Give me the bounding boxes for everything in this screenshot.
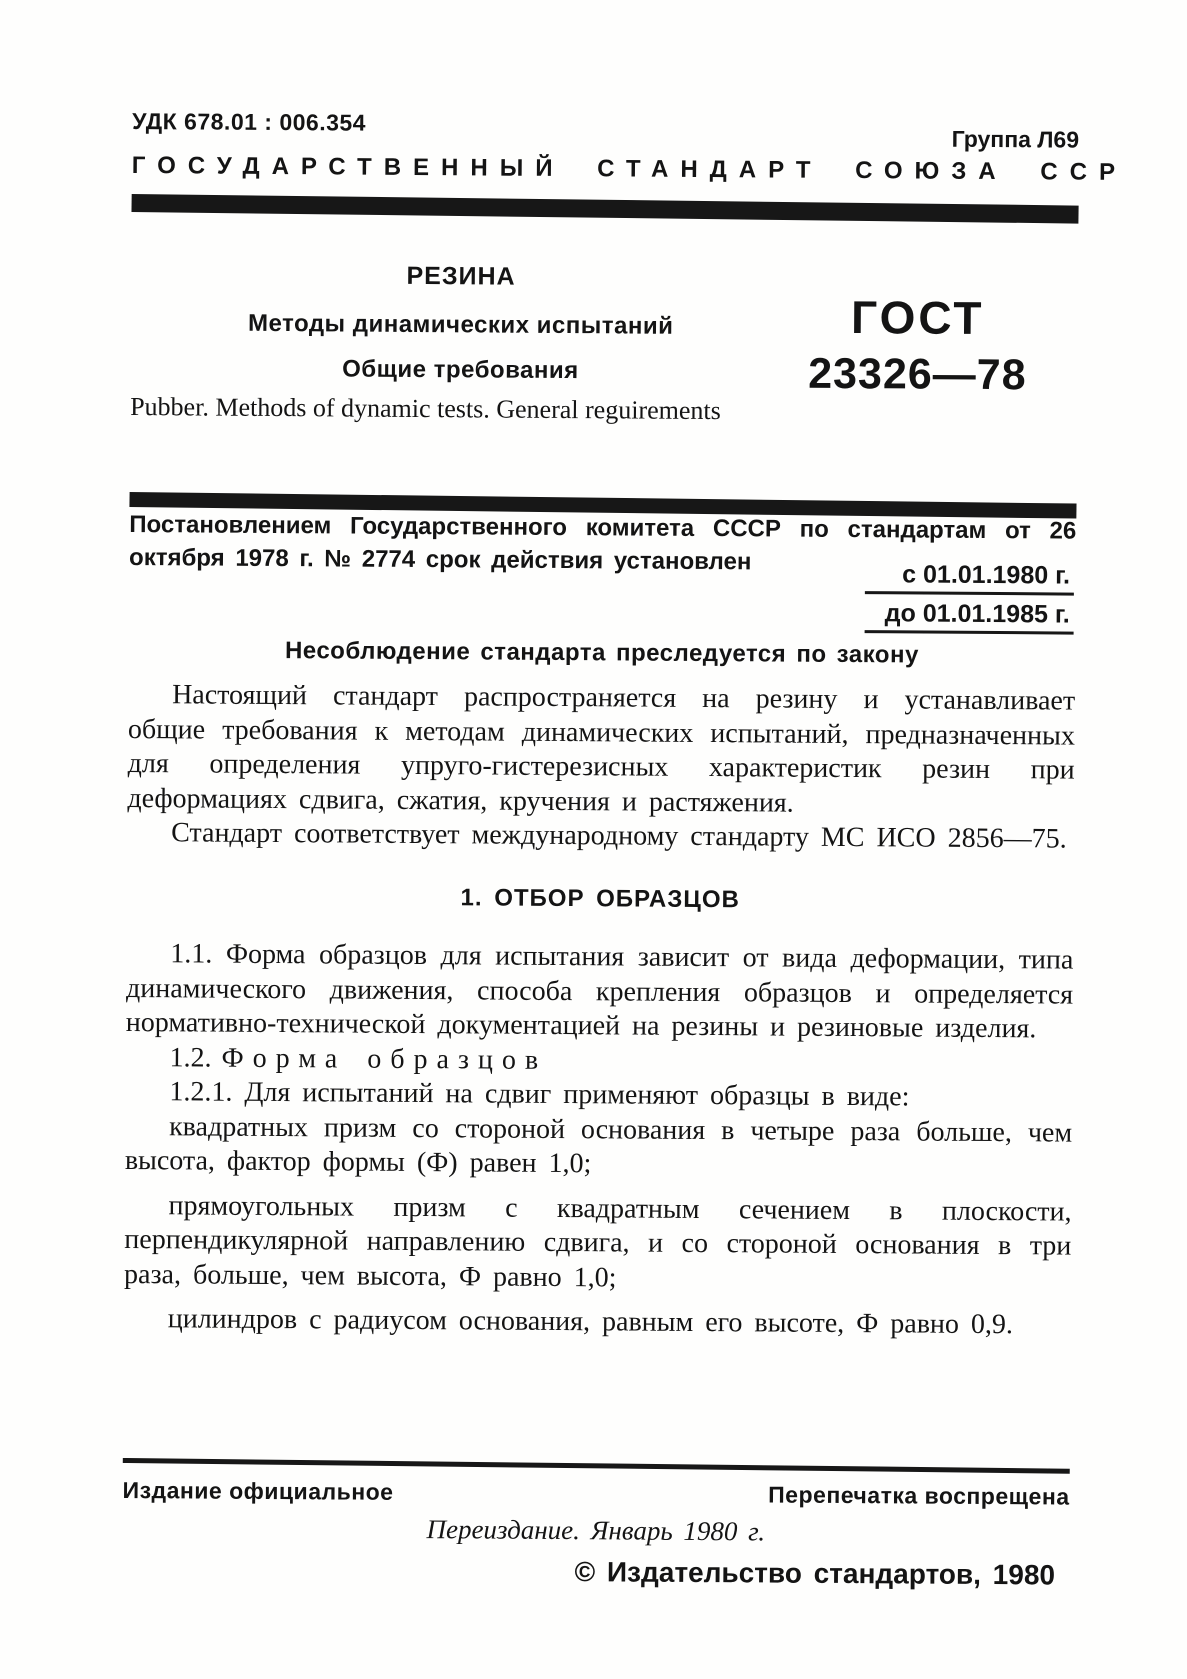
list-item-rect-prisms: прямоугольных призм с квадратным сечением в плоскости, перпендикулярной направлению сдвига, и со стороной основания в три раза, больше, чем высота, Ф равно 1,0; (123, 1189, 1072, 1293)
paragraph-scope: Настоящий стандарт распространяется на резину и устанавливает общие требования к методам динамических испытаний, предназначенных для определения упруго-гистерезисных характеристик резин при деформациях сдвига, сжатия, кручения и растяжения. (127, 679, 1076, 819)
state-standard-banner: ГОСУДАРСТВЕННЫЙ СТАНДАРТ СОЮЗА ССР (131, 151, 1128, 186)
divider-bar-top (131, 194, 1078, 224)
top-meta-row (132, 107, 1080, 153)
paragraph-iso: Стандарт соответствует международному стандарту МС ИСО 2856—75. (171, 817, 1067, 855)
title-block (130, 260, 791, 427)
list-item-square-prisms: квадратных призм со стороной основания в четыре раза больше, чем высота, фактор формы (Ф) равен 1,0; (124, 1110, 1073, 1180)
gost-number: 23326—78 (808, 349, 1027, 400)
page-footer (122, 1458, 1070, 1592)
no-reprint-label: Перепечатка воспрещена (768, 1481, 1070, 1510)
standard-subtitle-english: Pubber. Methods of dynamic tests. General reguirements (130, 391, 721, 426)
reissue-note: Переиздание. Январь 1980 г. (426, 1514, 766, 1547)
body-text (124, 678, 1076, 1343)
law-notice: Несоблюдение стандарта преследуется по закону (284, 637, 919, 669)
section-1-heading: 1. ОТБОР ОБРАЗЦОВ (460, 883, 740, 913)
clause-1-1: 1.1. Форма образцов для испытания зависит от вида деформации, типа динамического движения, способа крепления образцов и определяется нормативно-технической документацией на резины и резиновые изделия. (125, 938, 1074, 1045)
standard-subtitle-1: Методы динамических испытаний (247, 309, 674, 340)
date-from: с 01.01.1980 г. (865, 561, 1074, 595)
group-code: Группа Л69 (951, 125, 1080, 153)
standard-subject: РЕЗИНА (406, 261, 516, 291)
clause-1-2-number: 1.2. (169, 1041, 212, 1074)
validity-dates (865, 561, 1075, 640)
date-to: до 01.01.1985 г. (865, 600, 1074, 634)
list-item-cylinders: цилиндров с радиусом основания, равным его высоте, Ф равно 0,9. (167, 1303, 1014, 1341)
clause-1-2-1: 1.2.1. Для испытаний на сдвиг применяют образцы в виде: (169, 1076, 910, 1113)
footer-rule (123, 1458, 1070, 1474)
udk-code: УДК 678.01 : 006.354 (132, 107, 367, 136)
gost-designation (757, 292, 1078, 400)
copyright-line: © Издательство стандартов, 1980 (574, 1556, 1056, 1591)
official-edition-label: Издание официальное (122, 1476, 394, 1505)
standard-subtitle-2: Общие требования (342, 355, 579, 385)
footer-row (123, 1477, 1070, 1511)
decree-paragraph: Постановлением Государственного комитета СССР по стандартам от 26 октября 1978 г. № 2774 срок действия установлен (129, 510, 1077, 576)
page-content (121, 0, 1128, 1679)
clause-1-2-title: Форма образцов (221, 1042, 548, 1076)
gost-label: ГОСТ (850, 291, 985, 344)
